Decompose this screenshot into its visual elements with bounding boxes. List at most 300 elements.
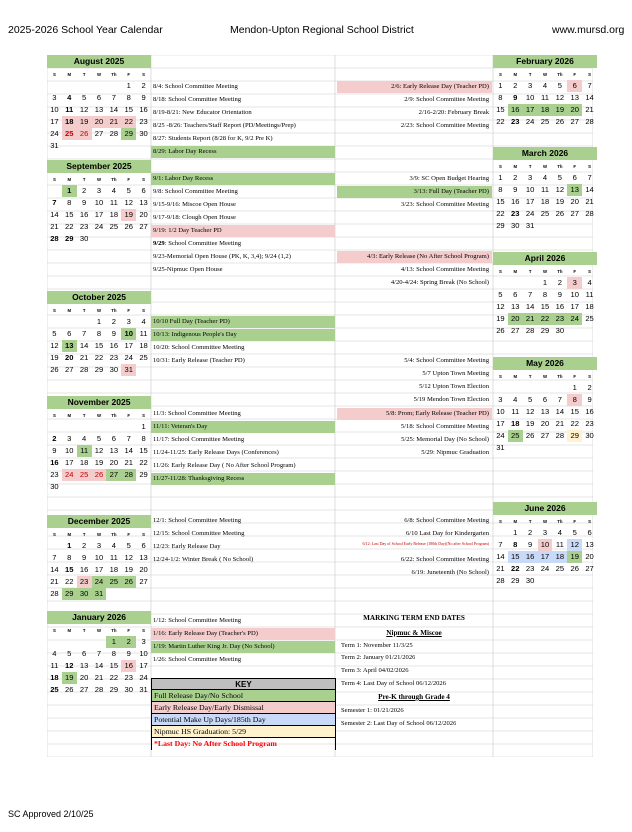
day-cell: 25	[77, 469, 92, 481]
day-cell: 5	[67, 649, 72, 658]
day-cell: 7	[498, 540, 503, 549]
day-cell: 17	[94, 565, 104, 574]
day-cell: 8	[67, 198, 72, 207]
day-cell: 23	[77, 576, 92, 588]
weekday-label: S	[588, 163, 591, 169]
day-cell: 3	[52, 93, 57, 102]
day-cell: 10	[538, 539, 553, 551]
event-item: 1/16: Early Release Day (Teacher's PD)	[151, 628, 335, 640]
day-cell: 8	[96, 329, 102, 338]
day-cell: 31	[496, 443, 505, 452]
day-cell: 2	[513, 173, 518, 182]
weekday-label: W	[542, 268, 548, 274]
term-3: Term 3: April 04/02/2026	[341, 667, 409, 674]
day-cell: 24	[525, 117, 535, 126]
day-cell: 19	[555, 197, 565, 206]
day-cell: 17	[538, 551, 553, 563]
day-cell: 29	[139, 470, 148, 479]
day-cell: 21	[496, 564, 505, 573]
day-cell: 2	[111, 317, 116, 326]
day-cell: 3	[528, 173, 533, 182]
day-cell: 21	[523, 313, 538, 325]
weekday-label: S	[498, 71, 502, 77]
event-item: 2/16-2/20: February Break	[418, 109, 489, 116]
day-cell: 25	[540, 117, 550, 126]
day-cell: 3	[542, 528, 548, 537]
day-cell: 27	[570, 209, 579, 218]
day-cell: 5	[557, 173, 562, 182]
day-cell: 9	[111, 329, 116, 338]
day-cell: 27	[79, 685, 89, 694]
day-cell: 28	[50, 234, 59, 243]
day-cell: 20	[79, 673, 89, 682]
weekday-label: T	[528, 518, 532, 524]
day-cell: 7	[587, 173, 592, 182]
day-cell: 13	[62, 340, 77, 352]
day-cell: 11	[109, 198, 118, 207]
day-cell: 10	[65, 446, 74, 455]
day-cell: 26	[65, 685, 74, 694]
weekday-label: S	[142, 531, 145, 537]
weekday-label: S	[498, 373, 502, 379]
day-cell: 13	[540, 407, 550, 416]
day-cell: 9	[528, 540, 533, 549]
website-link[interactable]: www.mursd.org	[552, 24, 625, 36]
day-cell: 30	[555, 326, 565, 335]
event-item: 10/13: Indigenous People's Day	[151, 329, 335, 341]
weekday-label: Th	[557, 163, 563, 169]
event-item: 4/20-4/24: Spring Break (No School)	[390, 279, 489, 286]
day-cell: 16	[555, 302, 565, 311]
day-cell: 9	[141, 93, 146, 102]
day-cell: 15	[65, 210, 74, 219]
day-cell: 9	[557, 290, 562, 299]
day-cell: 6	[572, 173, 577, 182]
weekday-label: M	[67, 627, 72, 633]
day-cell: 20	[567, 104, 582, 116]
event-item: 8/29: Labor Day Recess	[151, 146, 335, 158]
day-cell: 31	[92, 588, 107, 600]
weekday-label: W	[96, 531, 102, 537]
weekday-label: F	[127, 71, 131, 77]
event-item: 6/12: Last Day of School Early Release (180th Day)(No after School Program)	[362, 541, 489, 546]
day-cell: 23	[511, 209, 520, 218]
event-item: 8/27: Students Report (8/28 for K, 9/2 Pre K)	[153, 135, 273, 142]
day-cell: 19	[50, 353, 59, 362]
weekday-label: S	[142, 627, 145, 633]
day-cell: 24	[50, 129, 59, 138]
day-cell: 10	[94, 553, 104, 562]
weekday-label: S	[498, 163, 502, 169]
day-cell: 17	[65, 458, 74, 467]
month-title: June 2026	[493, 502, 597, 515]
day-cell: 13	[139, 198, 148, 207]
day-cell: 8	[126, 93, 131, 102]
day-cell: 14	[109, 105, 119, 114]
weekday-label: F	[573, 268, 577, 274]
day-cell: 15	[124, 105, 133, 114]
event-item: 9/19: 1/2 Day Teacher PD	[151, 225, 335, 237]
day-cell: 17	[50, 117, 59, 126]
day-cell: 24	[92, 576, 107, 588]
day-cell: 20	[570, 197, 579, 206]
weekday-label: T	[528, 71, 532, 77]
day-cell: 5	[52, 329, 57, 338]
day-cell: 29	[567, 430, 582, 442]
day-cell: 25	[540, 209, 550, 218]
day-cell: 12	[496, 302, 505, 311]
day-cell: 3	[567, 277, 582, 289]
event-item: 9/23-Memorial Open House (PK, K, 3,4); 9/24 (1,2)	[153, 253, 291, 260]
day-cell: 13	[567, 184, 582, 196]
day-cell: 26	[121, 576, 136, 588]
day-cell: 29	[496, 221, 505, 230]
day-cell: 23	[139, 117, 148, 126]
day-cell: 14	[79, 341, 89, 350]
day-cell: 12	[65, 661, 74, 670]
day-cell: 27	[139, 222, 148, 231]
event-item: 11/3: School Committee Meeting	[153, 410, 241, 417]
day-cell: 28	[525, 326, 535, 335]
weekday-label: S	[142, 412, 145, 418]
month-title: December 2025	[47, 515, 151, 528]
day-cell: 9	[513, 185, 518, 194]
day-cell: 15	[540, 302, 550, 311]
weekday-label: S	[142, 176, 145, 182]
weekday-label: W	[96, 412, 102, 418]
day-cell: 29	[511, 576, 520, 585]
day-cell: 6	[513, 290, 518, 299]
day-cell: 26	[92, 469, 107, 481]
day-cell: 11	[139, 329, 148, 338]
weekday-label: S	[52, 307, 56, 313]
weekday-label: Th	[111, 176, 117, 182]
weekday-label: M	[513, 373, 518, 379]
day-cell: 8	[567, 394, 582, 406]
key-item: Nipmuc HS Graduation: 5/29	[151, 726, 336, 738]
weekday-label: F	[127, 627, 131, 633]
day-cell: 5	[498, 290, 503, 299]
day-cell: 27	[94, 129, 104, 138]
day-cell: 2	[121, 636, 136, 648]
weekday-label: M	[67, 307, 72, 313]
key-item: *Last Day: No After School Program	[151, 738, 336, 750]
weekday-label: S	[588, 518, 591, 524]
day-cell: 21	[585, 197, 594, 206]
day-cell: 20	[585, 552, 594, 561]
day-cell: 10	[94, 198, 104, 207]
day-cell: 2	[141, 81, 146, 90]
day-cell: 22	[570, 419, 579, 428]
day-cell: 21	[50, 577, 59, 586]
day-cell: 29	[65, 234, 74, 243]
day-cell: 2	[52, 434, 57, 443]
weekday-label: S	[142, 307, 145, 313]
day-cell: 29	[94, 365, 104, 374]
day-cell: 2	[528, 528, 533, 537]
semester-2: Semester 2: Last Day of School 06/12/2026	[341, 720, 457, 727]
day-cell: 14	[94, 661, 104, 670]
event-item: 1/12: School Committee Meeting	[153, 617, 242, 624]
event-item: 6/19: Juneteenth (No School)	[411, 569, 489, 576]
day-cell: 13	[139, 553, 148, 562]
weekday-label: Th	[557, 518, 563, 524]
term-1: Term 1: November 11/3/25	[341, 642, 413, 649]
month-title: May 2026	[493, 357, 597, 370]
weekday-label: Th	[557, 373, 563, 379]
day-cell: 3	[528, 81, 533, 90]
event-item: 8/25 -8/26: Teachers/Staff Report (PD/Meetings/Prep)	[153, 122, 296, 129]
day-cell: 6	[111, 434, 116, 443]
weekday-label: S	[498, 518, 502, 524]
day-cell: 3	[126, 317, 131, 326]
day-cell: 28	[585, 209, 594, 218]
day-cell: 7	[82, 329, 87, 338]
event-item: 11/24-11/25: Early Release Days (Conferences)	[153, 449, 279, 456]
day-cell: 14	[525, 302, 535, 311]
day-cell: 26	[124, 222, 133, 231]
weekday-label: M	[67, 71, 72, 77]
event-item: 5/7 Upton Town Meeting	[422, 370, 489, 377]
day-cell: 27	[511, 326, 520, 335]
approval-footer: SC Approved 2/10/25	[8, 809, 94, 819]
day-cell: 30	[511, 221, 520, 230]
day-cell: 4	[111, 541, 116, 550]
day-cell: 16	[508, 104, 523, 116]
event-item: 2/23: School Committee Meeting	[400, 122, 489, 129]
event-item: 9/8: School Committee Meeting	[153, 188, 238, 195]
day-cell: 4	[542, 81, 548, 90]
day-cell: 21	[79, 353, 89, 362]
day-cell: 5	[126, 186, 131, 195]
day-cell: 14	[50, 210, 59, 219]
weekday-label: Th	[557, 71, 563, 77]
day-cell: 5	[82, 93, 87, 102]
day-cell: 15	[496, 105, 505, 114]
day-cell: 11	[511, 407, 520, 416]
event-item: 8/18: School Committee Meeting	[153, 96, 242, 103]
day-cell: 14	[585, 185, 594, 194]
day-cell: 11	[585, 290, 594, 299]
day-cell: 28	[585, 117, 594, 126]
event-item: 9/17-9/18: Clough Open House	[153, 214, 236, 221]
day-cell: 29	[540, 326, 550, 335]
day-cell: 24	[540, 564, 550, 573]
weekday-label: M	[67, 531, 72, 537]
month-title: January 2026	[47, 611, 151, 624]
day-cell: 17	[523, 104, 538, 116]
day-cell: 21	[585, 105, 594, 114]
day-cell: 27	[139, 577, 148, 586]
day-cell: 23	[79, 222, 89, 231]
weekday-label: W	[542, 71, 548, 77]
day-cell: 4	[111, 186, 116, 195]
day-cell: 10	[570, 290, 579, 299]
weekday-label: S	[142, 71, 145, 77]
marking-title: MARKING TERM END DATES	[363, 614, 465, 622]
day-cell: 12	[50, 341, 59, 350]
day-cell: 13	[585, 540, 594, 549]
day-cell: 20	[92, 116, 107, 128]
weekday-label: T	[82, 307, 86, 313]
day-cell: 21	[106, 116, 121, 128]
day-cell: 2	[557, 278, 562, 287]
weekday-label: Th	[111, 307, 117, 313]
day-cell: 19	[124, 565, 133, 574]
day-cell: 15	[570, 407, 579, 416]
day-cell: 12	[94, 446, 104, 455]
day-cell: 25	[508, 430, 523, 442]
day-cell: 7	[557, 395, 562, 404]
day-cell: 15	[139, 446, 148, 455]
day-cell: 19	[552, 104, 567, 116]
event-item: 11/26: Early Release Day ( No After School Program)	[153, 462, 296, 469]
event-item: 11/11: Veteran's Day	[151, 421, 335, 433]
day-cell: 25	[50, 685, 59, 694]
header-title: 2025-2026 School Year Calendar	[8, 24, 163, 36]
nipmuc-miscoe-heading: Nipmuc & Miscoe	[386, 629, 442, 637]
day-cell: 13	[94, 105, 104, 114]
day-cell: 25	[139, 353, 148, 362]
day-cell: 2	[82, 541, 87, 550]
day-cell: 12	[79, 105, 89, 114]
day-cell: 10	[139, 649, 148, 658]
day-cell: 31	[50, 141, 59, 150]
day-cell: 19	[62, 672, 77, 684]
day-cell: 11	[50, 661, 59, 670]
day-cell: 1	[498, 81, 503, 90]
day-cell: 4	[542, 173, 548, 182]
day-cell: 22	[511, 564, 520, 573]
day-cell: 3	[67, 434, 72, 443]
day-cell: 25	[555, 564, 565, 573]
event-item: 12/23: Early Release Day	[153, 543, 221, 550]
event-item: 4/13: School Committee Meeting	[400, 266, 489, 273]
weekday-label: S	[588, 71, 591, 77]
day-cell: 21	[94, 673, 104, 682]
day-cell: 8	[513, 540, 518, 549]
day-cell: 5	[557, 81, 562, 90]
weekday-label: Th	[111, 531, 117, 537]
weekday-label: M	[513, 163, 518, 169]
day-cell: 27	[106, 469, 121, 481]
weekday-label: S	[588, 373, 591, 379]
day-cell: 21	[124, 458, 133, 467]
weekday-label: W	[542, 518, 548, 524]
month-title: March 2026	[493, 147, 597, 160]
event-item: 6/10 Last Day for Kindergarten	[405, 530, 489, 537]
day-cell: 25	[62, 128, 77, 140]
day-cell: 30	[109, 365, 119, 374]
event-item: 8/4: School Committee Meeting	[153, 83, 238, 90]
event-item: 10/31: Early Release (Teacher PD)	[153, 357, 245, 364]
day-cell: 19	[567, 551, 582, 563]
day-cell: 8	[141, 434, 146, 443]
day-cell: 20	[508, 313, 523, 325]
day-cell: 16	[79, 210, 89, 219]
term-4: Term 4: Last Day of School 06/12/2026	[341, 680, 447, 687]
day-cell: 10	[50, 105, 59, 114]
day-cell: 22	[121, 116, 136, 128]
day-cell: 3	[96, 541, 102, 550]
semester-1: Semester 1: 01/21/2026	[341, 707, 404, 714]
day-cell: 3	[96, 186, 102, 195]
event-item: 9/15-9/16: Miscoe Open House	[153, 201, 236, 208]
day-cell: 12	[124, 198, 133, 207]
event-item: 2/9: School Committee Meeting	[404, 96, 489, 103]
day-cell: 14	[496, 552, 505, 561]
day-cell: 18	[511, 419, 520, 428]
event-item: 9/29: School Committee Meeting	[153, 240, 242, 247]
weekday-label: T	[82, 531, 86, 537]
day-cell: 24	[124, 353, 133, 362]
district-name: Mendon-Upton Regional School District	[230, 24, 414, 36]
day-cell: 22	[538, 313, 553, 325]
day-cell: 9	[82, 553, 87, 562]
day-cell: 26	[555, 117, 565, 126]
day-cell: 27	[570, 117, 579, 126]
day-cell: 18	[585, 302, 594, 311]
day-cell: 30	[50, 482, 59, 491]
day-cell: 18	[79, 458, 89, 467]
day-cell: 30	[139, 129, 148, 138]
day-cell: 18	[62, 116, 77, 128]
day-cell: 21	[50, 222, 59, 231]
day-cell: 26	[525, 431, 535, 440]
day-cell: 26	[555, 209, 565, 218]
day-cell: 14	[585, 93, 594, 102]
day-cell: 12	[555, 93, 565, 102]
day-cell: 19	[496, 314, 505, 323]
event-item: 1/26: School Committee Meeting	[153, 656, 242, 663]
day-cell: 9	[126, 649, 131, 658]
day-cell: 20	[540, 419, 550, 428]
day-cell: 1	[106, 636, 121, 648]
day-cell: 6	[567, 80, 582, 92]
event-item: 8/19-8/21: New Educator Orientation	[153, 109, 252, 116]
day-cell: 11	[541, 93, 549, 102]
day-cell: 27	[65, 365, 74, 374]
day-cell: 30	[124, 685, 133, 694]
day-cell: 16	[121, 660, 136, 672]
weekday-label: T	[528, 268, 532, 274]
key-title: KEY	[151, 678, 336, 690]
weekday-label: W	[542, 373, 548, 379]
day-cell: 5	[528, 395, 533, 404]
day-cell: 8	[498, 93, 503, 102]
day-cell: 19	[121, 209, 136, 221]
term-2: Term 2: January 01/21/2026	[341, 654, 416, 661]
day-cell: 18	[109, 210, 119, 219]
weekday-label: F	[127, 307, 131, 313]
day-cell: 11	[77, 445, 92, 457]
day-cell: 18	[139, 341, 148, 350]
day-cell: 6	[587, 528, 592, 537]
day-cell: 3	[141, 637, 146, 646]
day-cell: 1	[498, 173, 503, 182]
day-cell: 8	[67, 553, 72, 562]
day-cell: 19	[94, 458, 104, 467]
day-cell: 4	[141, 317, 146, 326]
day-cell: 23	[50, 470, 59, 479]
day-cell: 19	[525, 419, 535, 428]
weekday-label: W	[96, 71, 102, 77]
day-cell: 7	[52, 198, 57, 207]
day-cell: 13	[511, 302, 520, 311]
day-cell: 11	[555, 540, 564, 549]
event-item: 4/3: Early Release (No After School Program)	[337, 251, 492, 263]
day-cell: 13	[109, 446, 119, 455]
